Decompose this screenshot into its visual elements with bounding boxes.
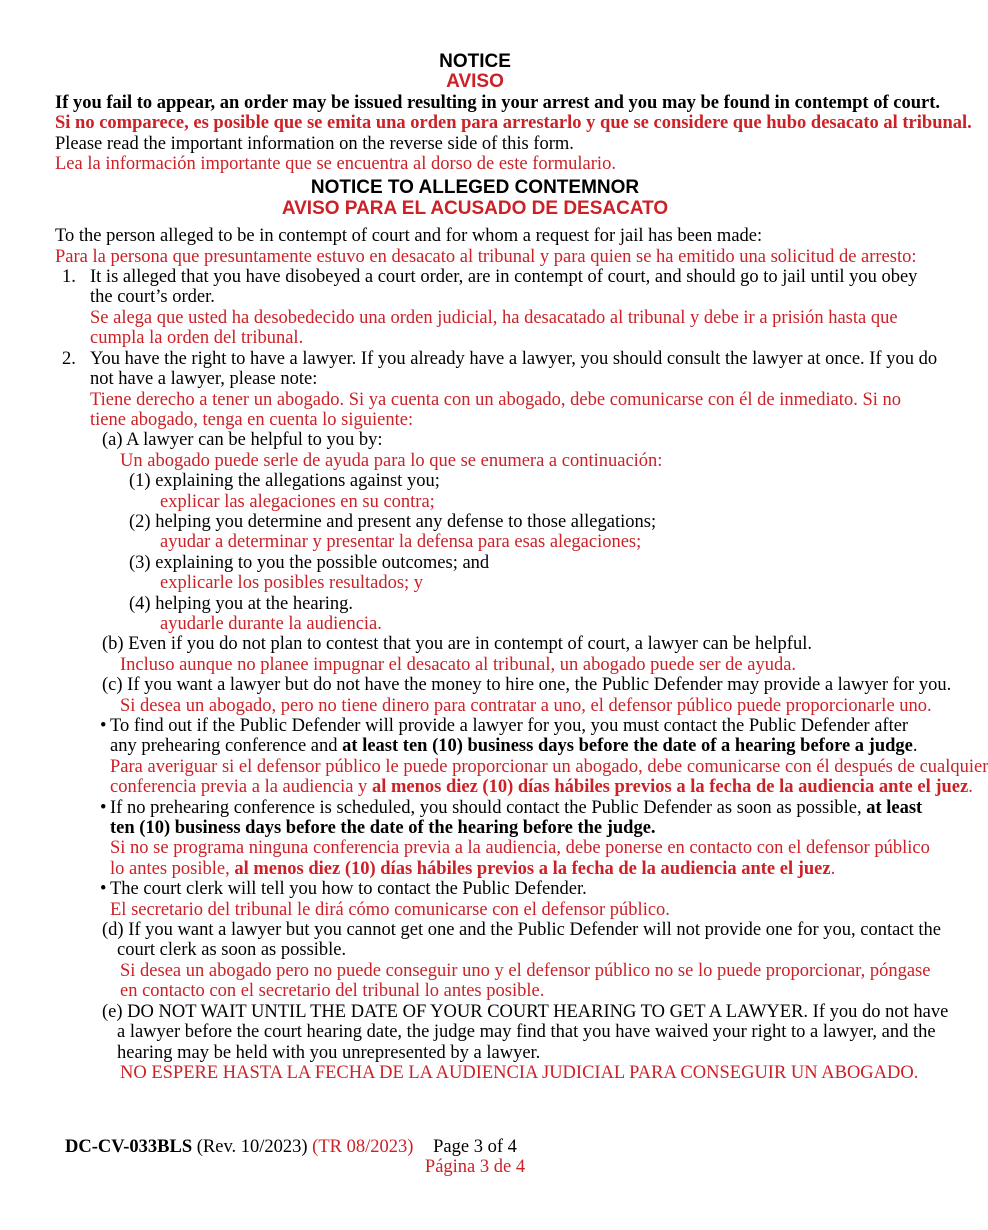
text-line: If you want a lawyer but you cannot get one and the Public Defender will not provide one for you, contact the (128, 920, 941, 941)
sub-item-a3-es: explicarle los posibles resultados; y (160, 573, 424, 594)
sub-item-a3-en (129, 553, 920, 573)
bullet-3-es-line: El secretario del tribunal le dirá cómo comunicarse con el defensor público. (110, 899, 670, 920)
text-line: . (968, 777, 973, 798)
reverse-note-en: Please read the important information on the reverse side of this form. (55, 133, 574, 154)
text-line: helping you determine and present any defense to those allegations; (155, 511, 657, 532)
text-line: explaining to you the possible outcomes; and (155, 552, 490, 573)
sub-item-a2-en (129, 512, 920, 532)
sub-item-a4-en (129, 594, 920, 614)
sub-item-label: (c) (102, 675, 123, 696)
text-line-bold: at least (866, 797, 923, 818)
bullet-2-en-line: ten (10) business days before the date of the hearing before the judge. (110, 818, 656, 839)
sub-item-e-en (102, 1001, 949, 1022)
notice-heading-en: NOTICE (439, 51, 511, 72)
sub-item-a-es: Un abogado puede serle de ayuda para lo que se enumera a continuación: (120, 450, 663, 471)
sub-item-label: (1) (129, 471, 151, 492)
bullet-1-es-line (110, 777, 973, 798)
appear-warning-en: If you fail to appear, an order may be issued resulting in your arrest and you may be found in contempt of court. (55, 92, 940, 113)
text-line: You have the right to have a lawyer. If you already have a lawyer, you should consult the lawyer at once. If you do (90, 348, 938, 369)
sub-item-label: (3) (129, 552, 151, 573)
bullet-2-es-line (110, 859, 920, 879)
text-line: The court clerk will tell you how to contact the Public Defender. (110, 879, 587, 900)
appear-warning-es: Si no comparece, es posible que se emita una orden para arrestarlo y que se considere que hubo desacato al tribunal. (55, 113, 972, 134)
text-line: If you want a lawyer but do not have the money to hire one, the Public Defender may provide a lawyer for you. (127, 675, 952, 696)
sub-item-a-en (102, 430, 920, 450)
text-line: DO NOT WAIT UNTIL THE DATE OF YOUR COURT HEARING TO GET A LAWYER. If you do not have (127, 1001, 949, 1022)
intro-en: To the person alleged to be in contempt of court and for whom a request for jail has been made: (55, 226, 763, 247)
text-line-bold: al menos diez (10) días hábiles previos a la fecha de la audiencia ante el juez (234, 858, 831, 879)
form-revision: (Rev. 10/2023) (196, 1137, 308, 1157)
bullet-1-en-line (100, 716, 920, 736)
bullet-3-en-line (100, 879, 920, 900)
sub-item-c-en (102, 675, 952, 696)
text-line: A lawyer can be helpful to you by: (126, 430, 383, 451)
contemnor-heading-es: AVISO PARA EL ACUSADO DE DESACATO (281, 197, 669, 219)
sub-item-e-en: a lawyer before the court hearing date, the judge may find that you have waived your right to a lawyer, and the (117, 1022, 936, 1043)
sub-item-d-es: Si desea un abogado pero no puede conseguir uno y el defensor público no se lo puede proporcionar, póngase (120, 960, 931, 981)
sub-item-d-es: en contacto con el secretario del tribunal lo antes posible. (120, 981, 545, 1002)
bullet-2-en-line (100, 797, 923, 818)
sub-item-label: (4) (129, 593, 151, 614)
bullet-1-en-line (110, 736, 920, 756)
item-2-es-line: tiene abogado, tenga en cuenta lo siguiente: (90, 409, 414, 430)
notice-heading-es: AVISO (446, 71, 504, 93)
page-number-en: Page 3 of 4 (433, 1137, 517, 1157)
text-line-bold: at least ten (10) business days before the date of a hearing before a judge (342, 736, 913, 757)
text-line: It is alleged that you have disobeyed a court order, are in contempt of court, and should go to jail until you obey (90, 267, 918, 288)
sub-item-d-en (102, 920, 941, 941)
text-line: Even if you do not plan to contest that you are in contempt of court, a lawyer can be helpful. (128, 634, 812, 655)
text-line: conferencia previa a la audiencia y (110, 777, 372, 798)
bullet-icon: • (100, 797, 107, 818)
sub-item-a1-en (129, 471, 920, 491)
page-number-es: Página 3 de 4 (424, 1157, 526, 1178)
sub-item-e-en: hearing may be held with you unrepresented by a lawyer. (117, 1042, 541, 1063)
text-line: any prehearing conference and (110, 736, 343, 757)
page-footer (0, 1137, 950, 1178)
text-line: . (912, 736, 918, 757)
sub-item-d-en: court clerk as soon as possible. (117, 940, 347, 961)
text-line: helping you at the hearing. (155, 593, 353, 614)
item-1-en-line: the court’s order. (90, 287, 215, 308)
bullet-icon: • (100, 716, 107, 736)
item-2-es-line: Tiene derecho a tener un abogado. Si ya cuenta con un abogado, debe comunicarse con él de inmediato. Si no (90, 389, 902, 410)
text-line: . (830, 858, 836, 879)
contemnor-heading-en: NOTICE TO ALLEGED CONTEMNOR (310, 177, 640, 199)
sub-item-a1-es: explicar las alegaciones en su contra; (160, 491, 435, 512)
sub-item-c-es: Si desea un abogado, pero no tiene dinero para contratar a uno, el defensor público puede proporcionarle uno. (120, 695, 932, 716)
sub-item-label: (e) (102, 1001, 123, 1022)
item-2-en-line (62, 348, 938, 369)
text-line-bold: al menos diez (10) días hábiles previos a la fecha de la audiencia ante el juez (371, 777, 969, 798)
sub-item-label: (a) (102, 430, 123, 451)
form-id-block (65, 1137, 413, 1157)
text-line: To find out if the Public Defender will provide a lawyer for you, you must contact the Public Defender after (110, 716, 909, 736)
sub-item-label: (d) (102, 920, 124, 941)
bullet-icon: • (100, 879, 107, 900)
item-1-en-line (62, 267, 920, 288)
sub-item-label: (b) (102, 634, 124, 655)
item-number: 2. (62, 348, 76, 369)
sub-item-b-es: Incluso aunque no planee impugnar el desacato al tribunal, un abogado puede ser de ayuda. (120, 654, 797, 675)
text-line: lo antes posible, (110, 858, 235, 879)
sub-item-label: (2) (129, 511, 151, 532)
item-number: 1. (62, 267, 76, 288)
form-translation-revision: (TR 08/2023) (312, 1137, 414, 1157)
intro-es: Para la persona que presuntamente estuvo en desacato al tribunal y para quien se ha emitido una solicitud de arresto: (55, 246, 917, 267)
sub-item-b-en (102, 634, 920, 654)
item-2-en-line: not have a lawyer, please note: (90, 369, 318, 390)
sub-item-a2-es: ayudar a determinar y presentar la defensa para esas alegaciones; (160, 532, 642, 553)
sub-item-e-es: NO ESPERE HASTA LA FECHA DE LA AUDIENCIA JUDICIAL PARA CONSEGUIR UN ABOGADO. (120, 1062, 919, 1083)
form-number: DC-CV-033BLS (65, 1137, 193, 1157)
sub-item-a4-es: ayudarle durante la audiencia. (160, 613, 382, 634)
reverse-note-es: Lea la información importante que se encuentra al dorso de este formulario. (55, 154, 616, 175)
item-1-es-line: cumpla la orden del tribunal. (90, 328, 304, 349)
text-line: explaining the allegations against you; (155, 471, 440, 492)
item-1-es-line: Se alega que usted ha desobedecido una orden judicial, ha desacatado al tribunal y debe ir a prisión hasta que (90, 307, 898, 328)
bullet-1-es-line: Para averiguar si el defensor público le puede proporcionar un abogado, debe comunicarse con él después de cualquier (110, 756, 988, 777)
bullet-2-es-line: Si no se programa ninguna conferencia previa a la audiencia, debe ponerse en contacto con el defensor público (110, 838, 930, 859)
text-line: If no prehearing conference is scheduled, you should contact the Public Defender as soon as possible, (110, 797, 867, 818)
